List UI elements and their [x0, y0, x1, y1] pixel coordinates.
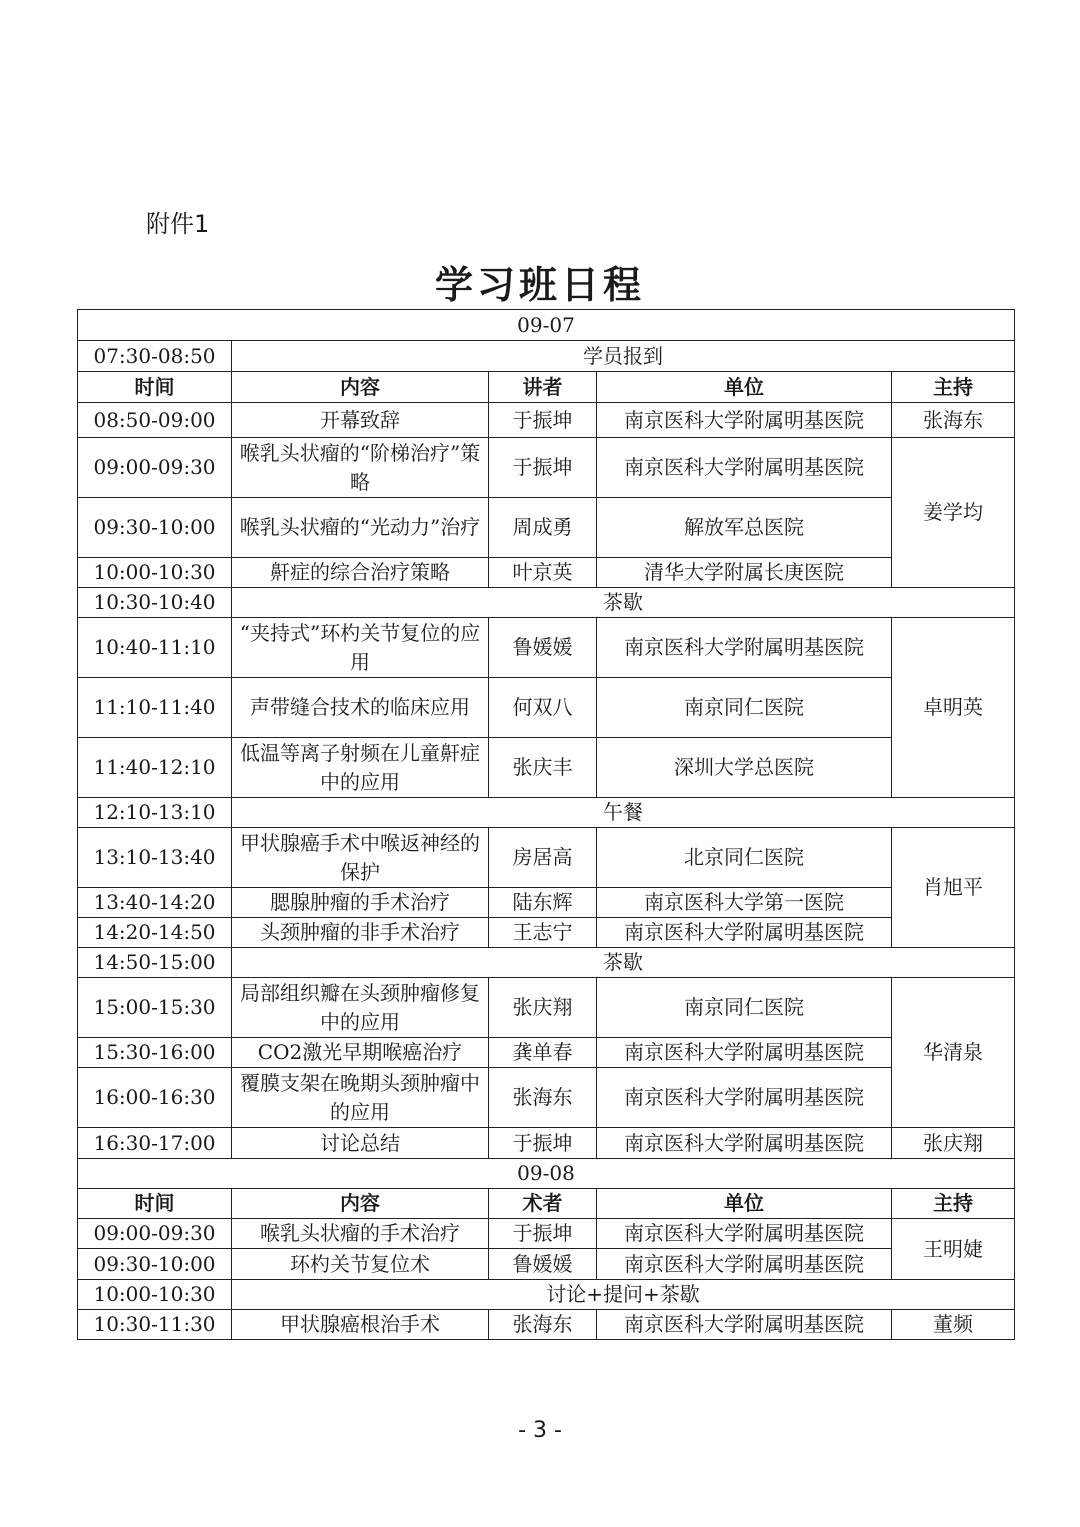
time-cell: 10:00-10:30: [78, 1280, 232, 1310]
day-header-row: [78, 310, 1015, 341]
table-row: [78, 918, 1015, 948]
unit-cell: 南京医科大学附属明基医院: [597, 1219, 892, 1249]
table-row: [78, 558, 1015, 588]
header-speaker: 术者: [489, 1189, 597, 1219]
lunch-label: 午餐: [232, 798, 1015, 828]
lunch-row: [78, 798, 1015, 828]
time-cell: 13:40-14:20: [78, 888, 232, 918]
page-number: - 3 -: [518, 1418, 562, 1443]
unit-cell: 解放军总医院: [597, 498, 892, 558]
speaker-cell: 陆东辉: [489, 888, 597, 918]
header-content: 内容: [232, 1189, 489, 1219]
unit-cell: 南京同仁医院: [597, 678, 892, 738]
content-cell: 喉乳头状瘤的“阶梯治疗”策略: [232, 438, 489, 498]
checkin-label: 学员报到: [232, 341, 1015, 372]
speaker-cell: 于振坤: [489, 438, 597, 498]
table-row: [78, 978, 1015, 1038]
host-cell: 华清泉: [892, 978, 1015, 1128]
table-row: [78, 498, 1015, 558]
time-cell: 14:50-15:00: [78, 948, 232, 978]
content-cell: 环杓关节复位术: [232, 1249, 489, 1280]
unit-cell: 南京医科大学附属明基医院: [597, 918, 892, 948]
day-date: 09-07: [78, 310, 1015, 341]
header-unit: 单位: [597, 372, 892, 403]
content-cell: CO2激光早期喉癌治疗: [232, 1038, 489, 1068]
time-cell: 10:30-10:40: [78, 588, 232, 618]
header-unit: 单位: [597, 1189, 892, 1219]
content-cell: 喉乳头状瘤的“光动力”治疗: [232, 498, 489, 558]
content-cell: 覆膜支架在晚期头颈肿瘤中的应用: [232, 1068, 489, 1128]
table-row: [78, 1310, 1015, 1340]
table-row: [78, 678, 1015, 738]
speaker-cell: 于振坤: [489, 403, 597, 438]
schedule-table: [77, 309, 1015, 1340]
content-cell: “夹持式”环杓关节复位的应用: [232, 618, 489, 678]
content-cell: 低温等离子射频在儿童鼾症中的应用: [232, 738, 489, 798]
unit-cell: 南京同仁医院: [597, 978, 892, 1038]
unit-cell: 清华大学附属长庚医院: [597, 558, 892, 588]
host-cell: 肖旭平: [892, 828, 1015, 948]
attachment-label: 附件1: [146, 210, 210, 238]
break-label: 茶歇: [232, 948, 1015, 978]
content-cell: 甲状腺癌手术中喉返神经的保护: [232, 828, 489, 888]
time-cell: 09:00-09:30: [78, 1219, 232, 1249]
speaker-cell: 周成勇: [489, 498, 597, 558]
unit-cell: 南京医科大学附属明基医院: [597, 1068, 892, 1128]
time-cell: 09:30-10:00: [78, 1249, 232, 1280]
speaker-cell: 鲁媛媛: [489, 618, 597, 678]
content-cell: 声带缝合技术的临床应用: [232, 678, 489, 738]
day-header-row: [78, 1159, 1015, 1189]
discussion-row: [78, 1280, 1015, 1310]
time-cell: 15:30-16:00: [78, 1038, 232, 1068]
content-cell: 头颈肿瘤的非手术治疗: [232, 918, 489, 948]
speaker-cell: 张海东: [489, 1068, 597, 1128]
speaker-cell: 于振坤: [489, 1219, 597, 1249]
time-cell: 15:00-15:30: [78, 978, 232, 1038]
table-row: [78, 1038, 1015, 1068]
host-cell: 王明婕: [892, 1219, 1015, 1280]
unit-cell: 南京医科大学第一医院: [597, 888, 892, 918]
speaker-cell: 张庆翔: [489, 978, 597, 1038]
host-cell: 姜学均: [892, 438, 1015, 588]
content-cell: 腮腺肿瘤的手术治疗: [232, 888, 489, 918]
content-cell: 讨论总结: [232, 1128, 489, 1159]
header-content: 内容: [232, 372, 489, 403]
speaker-cell: 房居高: [489, 828, 597, 888]
table-row: [78, 738, 1015, 798]
unit-cell: 南京医科大学附属明基医院: [597, 1249, 892, 1280]
header-host: 主持: [892, 1189, 1015, 1219]
table-row: [78, 828, 1015, 888]
time-cell: 11:40-12:10: [78, 738, 232, 798]
header-time: 时间: [78, 372, 232, 403]
speaker-cell: 鲁媛媛: [489, 1249, 597, 1280]
table-row: [78, 1219, 1015, 1249]
discussion-label: 讨论+提问+茶歇: [232, 1280, 1015, 1310]
time-cell: 10:30-11:30: [78, 1310, 232, 1340]
speaker-cell: 龚单春: [489, 1038, 597, 1068]
unit-cell: 南京医科大学附属明基医院: [597, 403, 892, 438]
page-title: 学习班日程: [434, 263, 645, 307]
speaker-cell: 何双八: [489, 678, 597, 738]
time-cell: 11:10-11:40: [78, 678, 232, 738]
unit-cell: 南京医科大学附属明基医院: [597, 618, 892, 678]
content-cell: 局部组织瓣在头颈肿瘤修复中的应用: [232, 978, 489, 1038]
table-row: [78, 888, 1015, 918]
time-cell: 16:00-16:30: [78, 1068, 232, 1128]
header-speaker: 讲者: [489, 372, 597, 403]
time-cell: 10:00-10:30: [78, 558, 232, 588]
checkin-row: [78, 341, 1015, 372]
table-row: [78, 438, 1015, 498]
content-cell: 甲状腺癌根治手术: [232, 1310, 489, 1340]
unit-cell: 深圳大学总医院: [597, 738, 892, 798]
time-cell: 14:20-14:50: [78, 918, 232, 948]
table-row: [78, 1249, 1015, 1280]
day-date: 09-08: [78, 1159, 1015, 1189]
time-cell: 08:50-09:00: [78, 403, 232, 438]
column-header-row: [78, 1189, 1015, 1219]
speaker-cell: 于振坤: [489, 1128, 597, 1159]
table-row: [78, 618, 1015, 678]
table-row: [78, 1068, 1015, 1128]
content-cell: 鼾症的综合治疗策略: [232, 558, 489, 588]
header-host: 主持: [892, 372, 1015, 403]
unit-cell: 南京医科大学附属明基医院: [597, 1128, 892, 1159]
time-cell: 07:30-08:50: [78, 341, 232, 372]
speaker-cell: 张庆丰: [489, 738, 597, 798]
table-row: [78, 1128, 1015, 1159]
content-cell: 喉乳头状瘤的手术治疗: [232, 1219, 489, 1249]
speaker-cell: 王志宁: [489, 918, 597, 948]
unit-cell: 南京医科大学附属明基医院: [597, 1310, 892, 1340]
content-cell: 开幕致辞: [232, 403, 489, 438]
time-cell: 13:10-13:40: [78, 828, 232, 888]
break-label: 茶歇: [232, 588, 1015, 618]
time-cell: 10:40-11:10: [78, 618, 232, 678]
time-cell: 16:30-17:00: [78, 1128, 232, 1159]
time-cell: 12:10-13:10: [78, 798, 232, 828]
host-cell: 董频: [892, 1310, 1015, 1340]
unit-cell: 南京医科大学附属明基医院: [597, 1038, 892, 1068]
time-cell: 09:00-09:30: [78, 438, 232, 498]
header-time: 时间: [78, 1189, 232, 1219]
host-cell: 张庆翔: [892, 1128, 1015, 1159]
host-cell: 卓明英: [892, 618, 1015, 798]
host-cell: 张海东: [892, 403, 1015, 438]
column-header-row: [78, 372, 1015, 403]
break-row: [78, 948, 1015, 978]
time-cell: 09:30-10:00: [78, 498, 232, 558]
speaker-cell: 张海东: [489, 1310, 597, 1340]
speaker-cell: 叶京英: [489, 558, 597, 588]
table-row: [78, 403, 1015, 438]
unit-cell: 南京医科大学附属明基医院: [597, 438, 892, 498]
unit-cell: 北京同仁医院: [597, 828, 892, 888]
break-row: [78, 588, 1015, 618]
